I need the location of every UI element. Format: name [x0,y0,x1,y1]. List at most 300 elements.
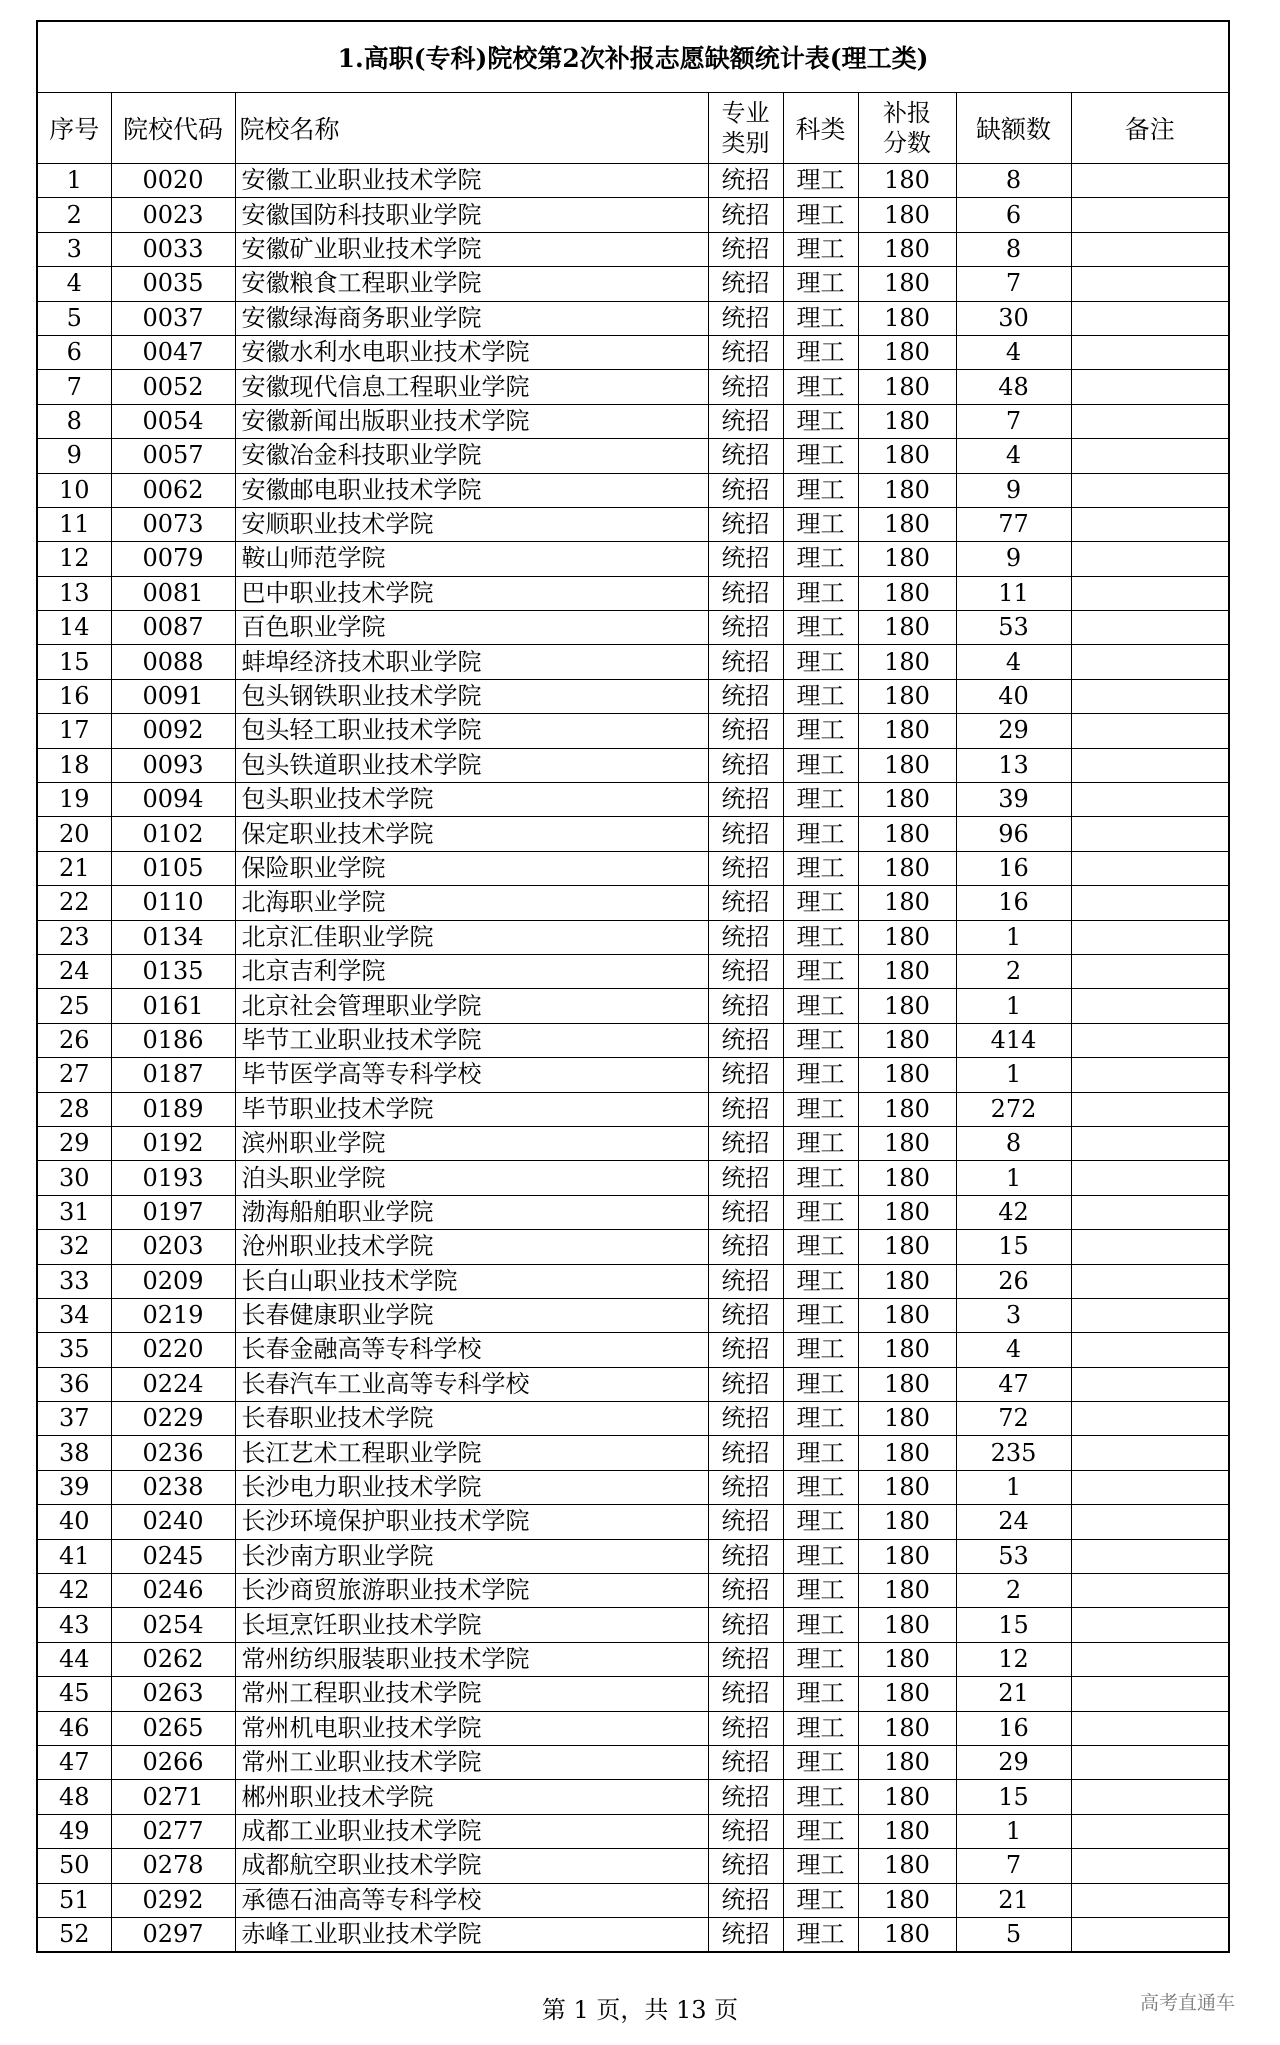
cell-code: 0236 [111,1436,235,1470]
table-row [37,783,1229,817]
cell-index: 52 [37,1917,111,1952]
cell-type: 统招 [708,507,783,541]
cell-type: 统招 [708,1539,783,1573]
cell-name: 长春职业技术学院 [235,1402,708,1436]
cell-subject: 理工 [783,1367,858,1401]
table-row [37,611,1229,645]
cell-subject: 理工 [783,301,858,335]
cell-vacancy: 15 [956,1780,1071,1814]
cell-type: 统招 [708,1023,783,1057]
table-row [37,954,1229,988]
cell-index: 17 [37,714,111,748]
cell-score: 180 [858,439,956,473]
cell-subject: 理工 [783,1505,858,1539]
cell-score: 180 [858,920,956,954]
cell-code: 0105 [111,851,235,885]
cell-subject: 理工 [783,989,858,1023]
cell-code: 0102 [111,817,235,851]
cell-code: 0189 [111,1092,235,1126]
cell-subject: 理工 [783,1023,858,1057]
cell-code: 0224 [111,1367,235,1401]
table-row [37,1126,1229,1160]
cell-index: 39 [37,1470,111,1504]
cell-subject: 理工 [783,232,858,266]
cell-subject: 理工 [783,335,858,369]
cell-index: 2 [37,198,111,232]
cell-vacancy: 47 [956,1367,1071,1401]
cell-vacancy: 9 [956,542,1071,576]
cell-subject: 理工 [783,542,858,576]
cell-index: 12 [37,542,111,576]
cell-code: 0240 [111,1505,235,1539]
cell-note [1071,473,1229,507]
cell-code: 0134 [111,920,235,954]
cell-type: 统招 [708,679,783,713]
cell-subject: 理工 [783,1849,858,1883]
cell-name: 长沙商贸旅游职业技术学院 [235,1574,708,1608]
cell-subject: 理工 [783,920,858,954]
cell-vacancy: 235 [956,1436,1071,1470]
cell-subject: 理工 [783,164,858,198]
cell-vacancy: 8 [956,232,1071,266]
cell-type: 统招 [708,576,783,610]
cell-name: 百色职业学院 [235,611,708,645]
cell-code: 0262 [111,1642,235,1676]
cell-note [1071,1711,1229,1745]
cell-code: 0220 [111,1333,235,1367]
cell-vacancy: 26 [956,1264,1071,1298]
cell-name: 郴州职业技术学院 [235,1780,708,1814]
cell-name: 成都航空职业技术学院 [235,1849,708,1883]
cell-score: 180 [858,1780,956,1814]
table-row [37,1092,1229,1126]
cell-subject: 理工 [783,1298,858,1332]
cell-index: 13 [37,576,111,610]
cell-name: 北京吉利学院 [235,954,708,988]
cell-subject: 理工 [783,679,858,713]
cell-score: 180 [858,198,956,232]
cell-name: 常州机电职业技术学院 [235,1711,708,1745]
cell-note [1071,1470,1229,1504]
table-row [37,1195,1229,1229]
cell-note [1071,989,1229,1023]
table-row [37,1642,1229,1676]
cell-type: 统招 [708,920,783,954]
table-row [37,1711,1229,1745]
table-body [37,164,1229,1953]
cell-code: 0209 [111,1264,235,1298]
cell-code: 0245 [111,1539,235,1573]
cell-score: 180 [858,404,956,438]
cell-vacancy: 6 [956,198,1071,232]
cell-code: 0073 [111,507,235,541]
cell-index: 3 [37,232,111,266]
table-row [37,1298,1229,1332]
cell-name: 巴中职业技术学院 [235,576,708,610]
cell-name: 长春健康职业学院 [235,1298,708,1332]
cell-subject: 理工 [783,1402,858,1436]
cell-score: 180 [858,1745,956,1779]
table-row [37,1677,1229,1711]
cell-code: 0187 [111,1058,235,1092]
cell-score: 180 [858,576,956,610]
cell-note [1071,886,1229,920]
cell-score: 180 [858,301,956,335]
cell-index: 33 [37,1264,111,1298]
cell-vacancy: 5 [956,1917,1071,1952]
cell-note [1071,1092,1229,1126]
cell-type: 统招 [708,473,783,507]
cell-note [1071,404,1229,438]
cell-note [1071,1023,1229,1057]
cell-vacancy: 1 [956,1814,1071,1848]
table-row [37,370,1229,404]
cell-score: 180 [858,1574,956,1608]
cell-vacancy: 8 [956,1126,1071,1160]
cell-note [1071,1814,1229,1848]
cell-score: 180 [858,473,956,507]
cell-vacancy: 16 [956,886,1071,920]
cell-score: 180 [858,1230,956,1264]
cell-type: 统招 [708,198,783,232]
cell-note [1071,679,1229,713]
cell-subject: 理工 [783,1745,858,1779]
cell-name: 安徽冶金科技职业学院 [235,439,708,473]
cell-index: 47 [37,1745,111,1779]
header-index: 序号 [37,93,111,164]
vacancy-table-sheet [36,20,1228,1953]
cell-score: 180 [858,989,956,1023]
cell-score: 180 [858,1264,956,1298]
cell-name: 毕节工业职业技术学院 [235,1023,708,1057]
cell-type: 统招 [708,267,783,301]
table-row [37,164,1229,198]
cell-vacancy: 1 [956,920,1071,954]
cell-index: 4 [37,267,111,301]
cell-name: 赤峰工业职业技术学院 [235,1917,708,1952]
cell-vacancy: 7 [956,1849,1071,1883]
cell-name: 安徽国防科技职业学院 [235,198,708,232]
cell-subject: 理工 [783,1126,858,1160]
cell-score: 180 [858,335,956,369]
cell-code: 0037 [111,301,235,335]
table-row [37,1780,1229,1814]
cell-code: 0093 [111,748,235,782]
cell-vacancy: 1 [956,1161,1071,1195]
cell-score: 180 [858,1126,956,1160]
cell-note [1071,954,1229,988]
cell-subject: 理工 [783,1092,858,1126]
cell-score: 180 [858,232,956,266]
cell-note [1071,714,1229,748]
cell-note [1071,1849,1229,1883]
cell-type: 统招 [708,1436,783,1470]
cell-name: 滨州职业学院 [235,1126,708,1160]
cell-score: 180 [858,1333,956,1367]
table-row [37,267,1229,301]
cell-code: 0087 [111,611,235,645]
cell-vacancy: 4 [956,645,1071,679]
cell-subject: 理工 [783,1230,858,1264]
cell-note [1071,1058,1229,1092]
table-row [37,473,1229,507]
cell-type: 统招 [708,1745,783,1779]
cell-code: 0229 [111,1402,235,1436]
cell-index: 41 [37,1539,111,1573]
cell-code: 0020 [111,164,235,198]
table-row [37,1608,1229,1642]
cell-score: 180 [858,1917,956,1952]
cell-score: 180 [858,1677,956,1711]
cell-code: 0186 [111,1023,235,1057]
cell-index: 48 [37,1780,111,1814]
cell-name: 北京汇佳职业学院 [235,920,708,954]
cell-vacancy: 48 [956,370,1071,404]
cell-type: 统招 [708,989,783,1023]
cell-note [1071,576,1229,610]
cell-index: 34 [37,1298,111,1332]
cell-subject: 理工 [783,1195,858,1229]
table-row [37,817,1229,851]
cell-name: 长垣烹饪职业技术学院 [235,1608,708,1642]
cell-name: 常州工程职业技术学院 [235,1677,708,1711]
cell-type: 统招 [708,439,783,473]
cell-score: 180 [858,267,956,301]
cell-score: 180 [858,611,956,645]
cell-code: 0265 [111,1711,235,1745]
cell-note [1071,267,1229,301]
table-row [37,1264,1229,1298]
cell-note [1071,1574,1229,1608]
cell-name: 北海职业学院 [235,886,708,920]
cell-type: 统招 [708,1230,783,1264]
cell-subject: 理工 [783,954,858,988]
cell-subject: 理工 [783,1058,858,1092]
cell-type: 统招 [708,886,783,920]
cell-type: 统招 [708,1126,783,1160]
cell-vacancy: 24 [956,1505,1071,1539]
cell-vacancy: 4 [956,1333,1071,1367]
cell-name: 安徽工业职业技术学院 [235,164,708,198]
cell-index: 43 [37,1608,111,1642]
cell-type: 统招 [708,1608,783,1642]
cell-note [1071,851,1229,885]
cell-score: 180 [858,1539,956,1573]
cell-type: 统招 [708,370,783,404]
cell-subject: 理工 [783,1608,858,1642]
cell-index: 1 [37,164,111,198]
header-name: 院校名称 [235,93,708,164]
cell-subject: 理工 [783,1264,858,1298]
cell-score: 180 [858,679,956,713]
cell-name: 长沙电力职业技术学院 [235,1470,708,1504]
cell-index: 50 [37,1849,111,1883]
cell-code: 0192 [111,1126,235,1160]
cell-type: 统招 [708,1333,783,1367]
cell-index: 38 [37,1436,111,1470]
cell-index: 24 [37,954,111,988]
header-code: 院校代码 [111,93,235,164]
cell-note [1071,301,1229,335]
cell-vacancy: 53 [956,1539,1071,1573]
cell-code: 0052 [111,370,235,404]
table-row [37,1849,1229,1883]
cell-name: 保定职业技术学院 [235,817,708,851]
cell-note [1071,370,1229,404]
cell-subject: 理工 [783,404,858,438]
cell-name: 安徽新闻出版职业技术学院 [235,404,708,438]
cell-note [1071,164,1229,198]
cell-type: 统招 [708,1298,783,1332]
cell-type: 统招 [708,404,783,438]
cell-score: 180 [858,1367,956,1401]
cell-score: 180 [858,954,956,988]
cell-code: 0091 [111,679,235,713]
cell-score: 180 [858,645,956,679]
cell-index: 35 [37,1333,111,1367]
cell-type: 统招 [708,232,783,266]
table-row [37,886,1229,920]
cell-score: 180 [858,714,956,748]
cell-index: 20 [37,817,111,851]
cell-subject: 理工 [783,1161,858,1195]
cell-subject: 理工 [783,1883,858,1917]
cell-vacancy: 29 [956,1745,1071,1779]
cell-score: 180 [858,542,956,576]
cell-code: 0054 [111,404,235,438]
cell-note [1071,645,1229,679]
cell-score: 180 [858,370,956,404]
header-note: 备注 [1071,93,1229,164]
cell-name: 安徽粮食工程职业学院 [235,267,708,301]
cell-score: 180 [858,1092,956,1126]
cell-name: 北京社会管理职业学院 [235,989,708,1023]
cell-note [1071,1126,1229,1160]
table-row [37,404,1229,438]
cell-subject: 理工 [783,748,858,782]
cell-vacancy: 1 [956,1058,1071,1092]
cell-note [1071,1264,1229,1298]
cell-vacancy: 30 [956,301,1071,335]
watermark-text: 高考直通车 [1140,1992,1236,2014]
cell-index: 40 [37,1505,111,1539]
table-row [37,645,1229,679]
table-row [37,507,1229,541]
cell-name: 泊头职业学院 [235,1161,708,1195]
cell-name: 渤海船舶职业学院 [235,1195,708,1229]
cell-type: 统招 [708,335,783,369]
cell-index: 32 [37,1230,111,1264]
cell-subject: 理工 [783,1642,858,1676]
cell-score: 180 [858,1814,956,1848]
cell-score: 180 [858,164,956,198]
cell-subject: 理工 [783,783,858,817]
cell-code: 0193 [111,1161,235,1195]
table-row [37,301,1229,335]
cell-name: 长沙环境保护职业技术学院 [235,1505,708,1539]
table-row [37,1436,1229,1470]
cell-vacancy: 40 [956,679,1071,713]
cell-type: 统招 [708,1470,783,1504]
cell-vacancy: 39 [956,783,1071,817]
cell-code: 0292 [111,1883,235,1917]
table-row [37,232,1229,266]
table-row [37,198,1229,232]
cell-code: 0271 [111,1780,235,1814]
cell-code: 0047 [111,335,235,369]
cell-code: 0110 [111,886,235,920]
cell-subject: 理工 [783,576,858,610]
cell-vacancy: 7 [956,404,1071,438]
cell-type: 统招 [708,714,783,748]
table-row [37,335,1229,369]
cell-name: 沧州职业技术学院 [235,1230,708,1264]
table-row [37,439,1229,473]
cell-index: 16 [37,679,111,713]
header-vacancy: 缺额数 [956,93,1071,164]
table-row [37,542,1229,576]
cell-vacancy: 53 [956,611,1071,645]
cell-index: 11 [37,507,111,541]
cell-note [1071,1539,1229,1573]
cell-code: 0079 [111,542,235,576]
cell-vacancy: 8 [956,164,1071,198]
cell-subject: 理工 [783,817,858,851]
cell-note [1071,232,1229,266]
cell-name: 包头轻工职业技术学院 [235,714,708,748]
cell-name: 长沙南方职业学院 [235,1539,708,1573]
cell-index: 31 [37,1195,111,1229]
cell-code: 0266 [111,1745,235,1779]
cell-vacancy: 12 [956,1642,1071,1676]
cell-name: 常州纺织服装职业技术学院 [235,1642,708,1676]
header-subject: 科类 [783,93,858,164]
cell-type: 统招 [708,1092,783,1126]
cell-index: 25 [37,989,111,1023]
cell-index: 7 [37,370,111,404]
cell-type: 统招 [708,164,783,198]
cell-note [1071,1402,1229,1436]
cell-score: 180 [858,1161,956,1195]
cell-type: 统招 [708,1849,783,1883]
cell-subject: 理工 [783,1436,858,1470]
cell-note [1071,1367,1229,1401]
cell-type: 统招 [708,954,783,988]
cell-subject: 理工 [783,439,858,473]
cell-name: 安顺职业技术学院 [235,507,708,541]
cell-index: 5 [37,301,111,335]
cell-vacancy: 77 [956,507,1071,541]
cell-index: 27 [37,1058,111,1092]
cell-vacancy: 21 [956,1883,1071,1917]
cell-subject: 理工 [783,1814,858,1848]
cell-subject: 理工 [783,370,858,404]
cell-vacancy: 21 [956,1677,1071,1711]
cell-type: 统招 [708,611,783,645]
cell-vacancy: 414 [956,1023,1071,1057]
cell-note [1071,920,1229,954]
cell-note [1071,1195,1229,1229]
cell-subject: 理工 [783,198,858,232]
cell-note [1071,1298,1229,1332]
cell-score: 180 [858,1023,956,1057]
cell-code: 0033 [111,232,235,266]
cell-note [1071,198,1229,232]
cell-name: 安徽矿业职业技术学院 [235,232,708,266]
cell-type: 统招 [708,1402,783,1436]
table-row [37,748,1229,782]
table-row [37,1917,1229,1952]
